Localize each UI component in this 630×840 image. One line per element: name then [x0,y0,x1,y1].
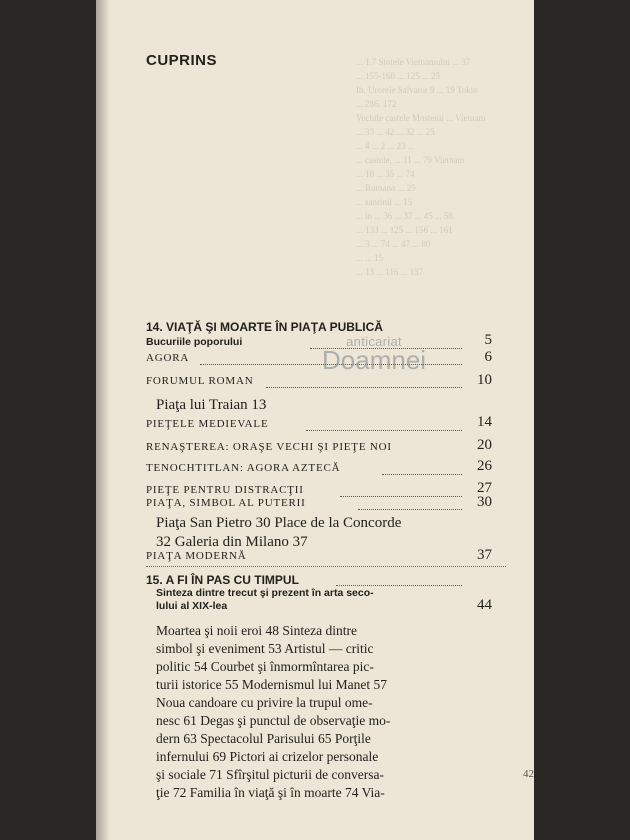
toc-entry-pietele-medievale: PIEŢELE MEDIEVALE [146,418,269,430]
chapter-14-title: 14. VIAŢĂ ŞI MOARTE ÎN PIAŢA PUBLICĂ [146,320,383,334]
chapter-15-subtitle: lului al XIX-lea [156,600,228,612]
ghost-line: ... 10 ... 35 ... 74 [356,169,415,179]
bleed-through-text [356,55,531,279]
toc-page-number: 27 [477,480,492,496]
toc-subentry-traian: Piaţa lui Traian 13 [156,397,267,413]
toc-subentry-sanpietro: Piaţa San Pietro 30 Place de la Concorde [156,515,402,531]
ghost-line: Vechile castele Mostenii ... Vietnam [356,113,486,123]
toc-entry-simbol: PIAŢA, SIMBOL AL PUTERII [146,497,306,509]
chapter-15-subtitle: Sinteza dintre trecut şi prezent în arta seco- [156,587,374,599]
chapter-15-body-line: şi sociale 71 Sfîrşitul picturii de conversa- [156,767,384,782]
chapter-14-subtitle: Bucuriile poporului [146,336,243,348]
dot-leader [382,474,462,475]
dot-leader [306,430,462,431]
toc-page-number: 14 [477,414,492,430]
chapter-15-body-line: infernului 69 Pictori ai crizelor personale [156,749,379,764]
ghost-line: ... 286. 172 [356,99,397,109]
toc-entry-forum: FORUMUL ROMAN [146,375,254,387]
dot-leader [266,387,462,388]
dot-leader [340,496,462,497]
toc-entry-agora: AGORA [146,352,190,364]
page-number: 42 [523,768,534,780]
toc-page-number: 10 [477,372,492,388]
toc-entry-distractii: PIEŢE PENTRU DISTRACŢII [146,484,304,496]
ghost-line: ... sanrinii ... 15 [356,197,413,207]
toc-page-number: 37 [477,547,492,563]
ghost-line: ... 4 ... 2 ... 23 ... [356,141,415,151]
chapter-15-body-line: turii istorice 55 Modernismul lui Manet 57 [156,677,387,692]
ghost-line: ... Romano ... 25 [356,183,416,193]
ghost-line: ... 33 ... 42 ... 32 ... 25 [356,127,435,137]
ghost-line: ... 1.7 Stotele Vietnamului ... 37 [356,57,471,67]
toc-entry-renasterea: RENAŞTEREA: ORAŞE VECHI ŞI PIEŢE NOI [146,441,392,453]
chapter-15-body-line: politic 54 Courbet şi înmormîntarea pic- [156,659,374,674]
dot-leader [358,509,462,510]
toc-page-number: 5 [484,332,492,348]
toc-page-number: 6 [484,349,492,365]
chapter-15-body-line: ţie 72 Familia în viaţă şi în moarte 74 Via- [156,785,385,800]
divider [146,566,506,567]
ghost-line: ... ... 15 [356,253,383,263]
book-page [96,0,534,840]
dot-leader [336,585,462,586]
chapter-15-title: 15. A FI ÎN PAS CU TIMPUL [146,573,299,587]
toc-page-number: 20 [477,437,492,453]
watermark-text: anticariat [346,334,402,349]
toc-page-number: 44 [477,597,492,613]
toc-entry-tenochtitlan: TENOCHTITLAN: AGORA AZTECĂ [146,462,341,474]
ghost-line: ... 155-160 ... 125 ... 25 [356,71,440,81]
chapter-15-body-line: nesc 61 Degas şi punctul de observaţie mo- [156,713,391,728]
watermark-text: Doamnei [322,345,427,375]
page-heading: CUPRINS [146,52,218,69]
chapter-15-body-line: simbol şi eveniment 53 Artistul — critic [156,641,374,656]
toc-entry-moderna: PIAŢA MODERNĂ [146,550,247,562]
ghost-line: ... 13 ... 116 ... 137 [356,267,424,277]
ghost-line: ... in ... 36 ... 37 ... 45 ... 58 [356,211,454,221]
toc-page-number: 30 [477,494,492,510]
watermark-logo [322,334,426,376]
ghost-line: ... 3 ... 74 ... 47 ... 80 [356,239,431,249]
chapter-15-body-line: dern 63 Spectacolul Parisului 65 Porţile [156,731,371,746]
ghost-line: ... castele, ... 11 ... 79 Vietnam [356,155,465,165]
ghost-line: ... 133 ... 125 ... 156 ... 161 [356,225,453,235]
toc-page-number: 26 [477,458,492,474]
toc-subentry-sanpietro: 32 Galeria din Milano 37 [156,534,308,550]
ghost-line: Ib. Urorele Salvator 9 ... 19 Tokio [356,85,478,95]
chapter-15-body-line: Noua candoare cu privire la trupul ome- [156,695,373,710]
chapter-15-body-line: Moartea şi noii eroi 48 Sinteza dintre [156,623,357,638]
